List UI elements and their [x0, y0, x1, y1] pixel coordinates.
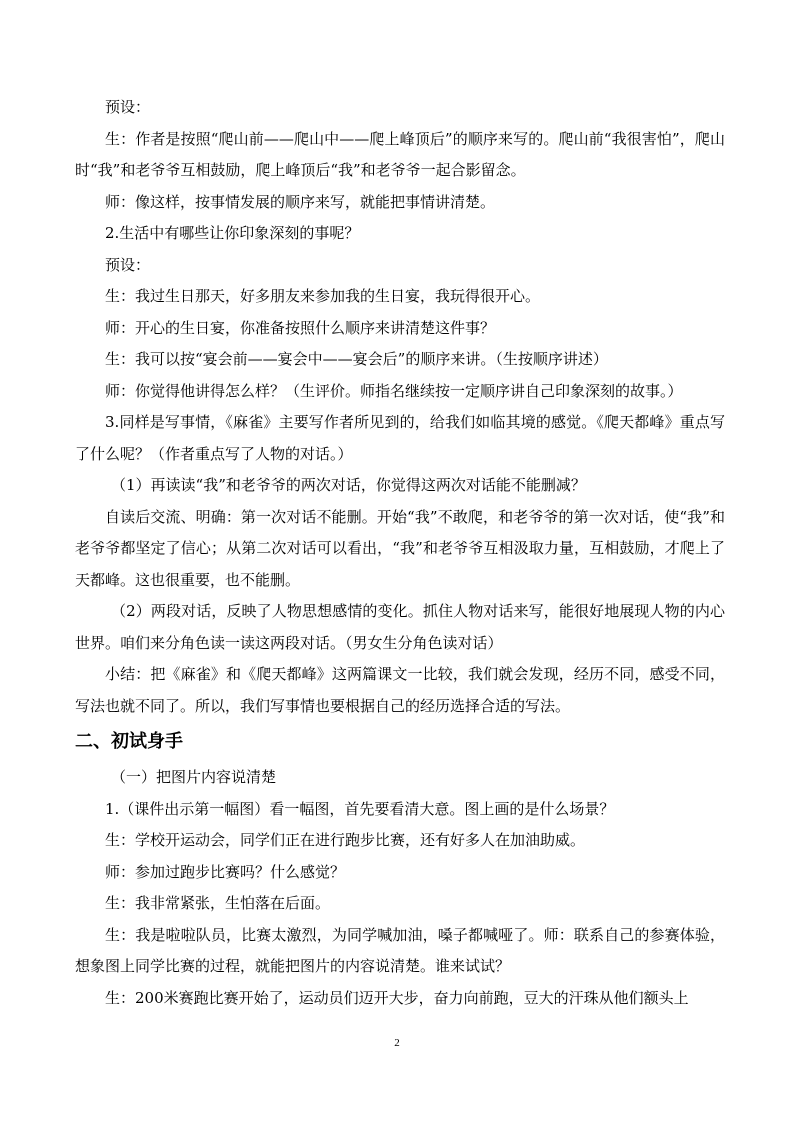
paragraph: 预设： — [105, 255, 151, 274]
paragraph: 预设： — [105, 98, 151, 116]
paragraph: 师：参加过跑步比赛吗？什么感觉？ — [105, 862, 346, 881]
subsection-title: （一）把图片内容说清楚 — [111, 768, 277, 786]
paragraph: 自读后交流、明确：第一次对话不能删。开始“我”不敢爬，和老爷爷的第一次对话，使“我”和老爷爷都坚定了信心；从第二次对话可以看出，“我”和老爷爷互相汲取力量，互相鼓励，才爬上了天都峰。这也很重要，也不能删。 — [75, 507, 725, 589]
paragraph: （2）两段对话，反映了人物思想感情的变化。抓住人物对话来写，能很好地展现人物的内心世界。咱们来分角色读一读这两段对话。（男女生分角色读对话） — [75, 602, 725, 652]
paragraph: 师：开心的生日宴，你准备按照什么顺序来讲清楚这件事？ — [105, 318, 496, 337]
paragraph: 2.生活中有哪些让你印象深刻的事呢？ — [105, 224, 360, 242]
paragraph: 1.（课件出示第一幅图）看一幅图，首先要看清大意。图上画的是什么场景？ — [105, 799, 615, 818]
paragraph: 师：像这样，按事情发展的顺序来写，就能把事情讲清楚。 — [105, 192, 496, 211]
paragraph: 生：我可以按“宴会前——宴会中——宴会后”的顺序来讲。（生按顺序讲述） — [105, 350, 608, 368]
paragraph: 师：你觉得他讲得怎么样？（生评价。师指名继续按一定顺序讲自己印象深刻的故事。） — [105, 381, 683, 400]
paragraph: 小结：把《麻雀》和《爬天都峰》这两篇课文一比较，我们就会发现，经历不同，感受不同，写法也就不同了。所以，我们写事情也要根据自己的经历选择合适的写法。 — [75, 665, 725, 715]
paragraph: 生：作者是按照“爬山前——爬山中——爬上峰顶后”的顺序来写的。爬山前“我很害怕”，爬山时“我”和老爷爷互相鼓励，爬上峰顶后“我”和老爷爷一起合影留念。 — [75, 129, 725, 179]
paragraph: 生：我非常紧张，生怕落在后面。 — [105, 894, 331, 912]
page-number: 2 — [394, 1037, 400, 1049]
paragraph: 生：学校开运动会，同学们正在进行跑步比赛，还有好多人在加油助威。 — [105, 831, 586, 849]
paragraph: 生：我是啦啦队员，比赛太激烈，为同学喊加油，嗓子都喊哑了。师：联系自己的参赛体验，想象图上同学比赛的过程，就能把图片的内容说清楚。谁来试试？ — [75, 925, 725, 975]
paragraph: （1）再读读“我”和老爷爷的两次对话，你觉得这两次对话能不能删减？ — [111, 476, 586, 494]
section-heading: 二、初试身手 — [75, 731, 183, 752]
page-body — [75, 92, 725, 1014]
paragraph: 生：200米赛跑比赛开始了，运动员们迈开大步，奋力向前跑，豆大的汗珠从他们额头上 — [105, 988, 689, 1007]
paragraph: 生：我过生日那天，好多朋友来参加我的生日宴，我玩得很开心。 — [105, 287, 541, 305]
paragraph: 3.同样是写事情，《麻雀》主要写作者所见到的，给我们如临其境的感觉。《爬天都峰》重点写了什么呢？（作者重点写了人物的对话。） — [75, 413, 725, 463]
